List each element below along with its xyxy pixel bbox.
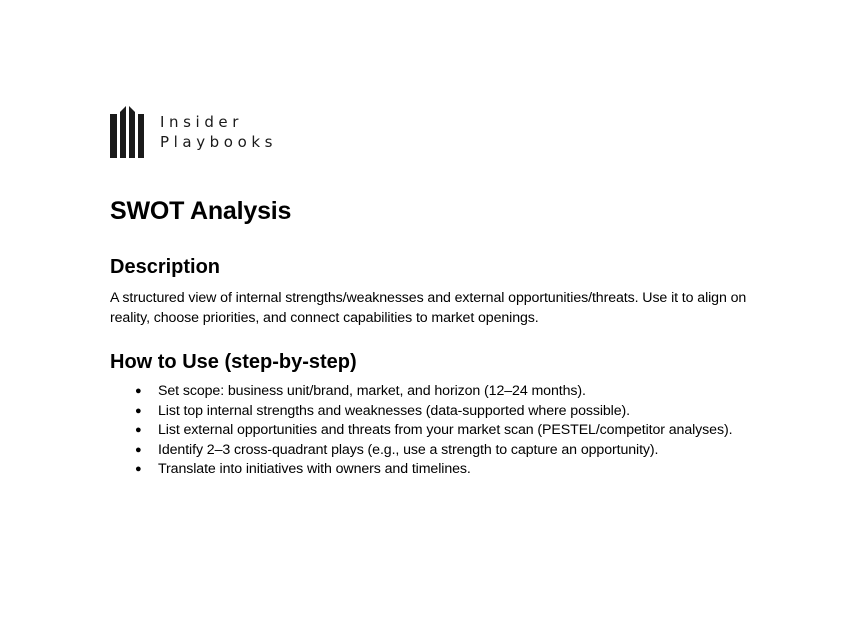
bullet-icon: ● <box>135 404 142 417</box>
step-item <box>110 441 750 461</box>
step-text: Identify 2–3 cross-quadrant plays (e.g., use a strength to capture an opportunity). <box>158 441 659 458</box>
brand-wordmark-line2: Playbooks <box>160 133 278 151</box>
page-title: SWOT Analysis <box>110 197 292 225</box>
step-item <box>110 460 750 480</box>
step-text: List top internal strengths and weaknesses (data-supported where possible). <box>158 402 630 419</box>
step-text: Set scope: business unit/brand, market, and horizon (12–24 months). <box>158 383 586 399</box>
step-text: List external opportunities and threats from your market scan (PESTEL/competitor analyses). <box>158 422 733 439</box>
brand-logo <box>110 105 277 159</box>
bullet-icon: ● <box>135 463 142 476</box>
how-to-use-heading: How to Use (step-by-step) <box>110 351 357 373</box>
description-text: A structured view of internal strengths/weaknesses and external opportunities/threats. Use it to align on reality, choose priorities, and connect capabilities to market openings. <box>110 290 747 326</box>
steps-list <box>110 382 750 480</box>
document-body <box>110 193 750 480</box>
description-heading: Description <box>110 256 221 278</box>
bullet-icon: ● <box>135 385 142 397</box>
insider-playbooks-logo-icon <box>110 106 144 158</box>
bullet-icon: ● <box>135 424 142 437</box>
bullet-icon: ● <box>135 443 142 456</box>
step-item <box>110 421 750 441</box>
step-item <box>110 382 750 402</box>
step-item <box>110 402 750 422</box>
brand-wordmark <box>160 112 277 152</box>
step-text: Translate into initiatives with owners and timelines. <box>158 461 471 478</box>
brand-wordmark-line1: Insider <box>160 113 244 131</box>
